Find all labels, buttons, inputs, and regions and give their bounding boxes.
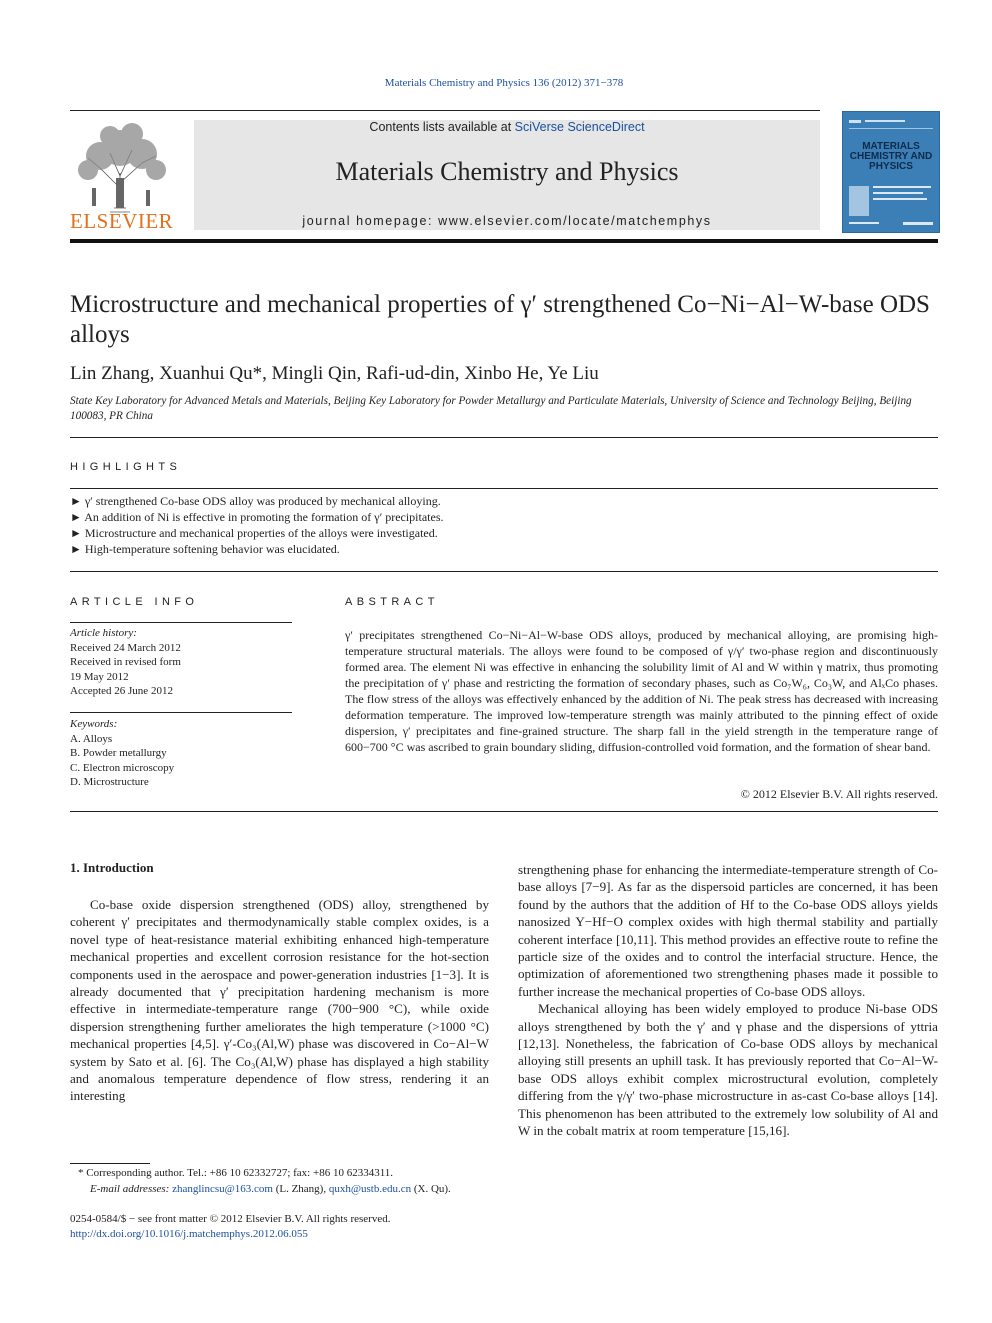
highlight-item: ► An addition of Ni is effective in promoting the formation of γ′ precipitates. bbox=[70, 510, 444, 524]
corresponding-author: * Corresponding author. Tel.: +86 10 62332727; fax: +86 10 62334311. bbox=[78, 1167, 394, 1179]
history-line: Accepted 26 June 2012 bbox=[70, 685, 173, 697]
article-info-heading: ARTICLE INFO bbox=[70, 596, 199, 608]
contents-line bbox=[194, 120, 820, 134]
highlights-list bbox=[70, 493, 444, 557]
contents-prefix: Contents lists available at bbox=[369, 120, 515, 134]
email-owner: (L. Zhang), bbox=[275, 1182, 327, 1195]
email-line bbox=[78, 1182, 498, 1198]
body-right-column bbox=[518, 861, 938, 1140]
highlights-bottom-rule bbox=[70, 571, 938, 572]
email-owner: (X. Qu). bbox=[413, 1182, 451, 1195]
history-line: Received in revised form bbox=[70, 656, 181, 668]
history-line: 19 May 2012 bbox=[70, 670, 129, 683]
highlight-item: ► Microstructure and mechanical properties of the alloys were investigated. bbox=[70, 526, 438, 540]
journal-citation[interactable]: Materials Chemistry and Physics 136 (2012) 371−378 bbox=[384, 77, 624, 89]
elsevier-wordmark: ELSEVIER bbox=[70, 209, 174, 233]
journal-banner bbox=[194, 120, 820, 230]
section-heading-introduction: 1. Introduction bbox=[70, 860, 154, 875]
history-line: Received 24 March 2012 bbox=[70, 641, 181, 654]
corresponding-author-footnote bbox=[78, 1166, 498, 1197]
paper-title: Microstructure and mechanical properties of γ′ strengthened Co−Ni−Al−W-base ODS alloys bbox=[70, 291, 930, 348]
cover-art bbox=[843, 112, 939, 232]
affiliation-rule bbox=[70, 437, 938, 438]
email-link-zhang[interactable]: zhanglincsu@163.com bbox=[172, 1182, 273, 1195]
abstract-bottom-rule bbox=[70, 811, 938, 812]
copyright-notice: © 2012 Elsevier B.V. All rights reserved. bbox=[740, 787, 938, 801]
email-link-qu[interactable]: quxh@ustb.edu.cn bbox=[328, 1182, 412, 1195]
footnote-rule bbox=[70, 1163, 150, 1164]
author-list: Lin Zhang, Xuanhui Qu*, Mingli Qin, Rafi-ud-din, Xinbo He, Ye Liu bbox=[70, 363, 599, 384]
keywords-label: Keywords: bbox=[70, 718, 118, 730]
highlight-item: ► High-temperature softening behavior was elucidated. bbox=[70, 542, 340, 556]
keywords bbox=[70, 717, 174, 790]
highlights-heading: HIGHLIGHTS bbox=[70, 461, 182, 473]
affiliation: State Key Laboratory for Advanced Metals and Materials, Beijing Key Laboratory for Powder Metallurgy and Particulate Materials, University of Science and Technology Beijing, Beijing 100083, PR China bbox=[70, 395, 912, 422]
keywords-rule bbox=[70, 712, 292, 713]
article-info-rule bbox=[70, 622, 292, 623]
highlights-top-rule bbox=[70, 488, 938, 489]
journal-homepage[interactable]: journal homepage: www.elsevier.com/locate/matchemphys bbox=[302, 214, 712, 228]
highlight-item: ► γ′ strengthened Co-base ODS alloy was produced by mechanical alloying. bbox=[70, 494, 441, 508]
header-top-rule bbox=[70, 110, 820, 111]
intro-paragraph: Mechanical alloying has been widely employed to produce Ni-base ODS alloys strengthened by both the γ′ and γ phase and the dispersions of yttria [12,13]. Nonetheless, the fabrication of Co-base ODS alloys by mechanical alloying still presents an uphill task. It has previously reported that Co−Al−W-base ODS alloys exhibit complex microstructural evolution, completely differing from the γ/γ′ two-phase microstructure in as-cast Co-base alloys [14]. This phenomenon has been attributed to the extremely low solubility of Al and W in the cobalt matrix at room temperature [15,16]. bbox=[518, 1001, 938, 1139]
keyword: B. Powder metallurgy bbox=[70, 747, 167, 759]
doi-link[interactable]: http://dx.doi.org/10.1016/j.matchemphys.2012.06.055 bbox=[70, 1228, 308, 1240]
history-label: Article history: bbox=[70, 627, 137, 639]
keyword: C. Electron microscopy bbox=[70, 761, 175, 774]
issn-block bbox=[70, 1212, 390, 1242]
journal-name: Materials Chemistry and Physics bbox=[335, 157, 679, 186]
issn-line: 0254-0584/$ − see front matter © 2012 Elsevier B.V. All rights reserved. bbox=[70, 1213, 391, 1225]
abstract-text: γ′ precipitates strengthened Co−Ni−Al−W-base ODS alloys, produced by mechanical alloying, are promising high-temperature structural materials. The alloys were found to be composed of γ/γ′ two-phase region and discontinuously formed area. The element Ni was effective in enhancing the solubility limit of Al and W within γ matrix, thus promoting the precipitation of γ′ phase and restricting the formation of secondary phases, such as Co₇W₆, Co₃W, and AlₓCo phases. The flow stress of the alloys was effectively enhanced by the addition of Ni. The peak stress has decreased with increasing deformation temperature. The improved low-temperature strength was mainly attributed to the pinning effect of oxide dispersion, γ′ precipitates and fine-grained structure. The sharp fall in the yield strength in the temperature range of 600−700 °C was ascribed to grain boundary sliding, diffusion-controlled void formation, and the formation of shear band. bbox=[345, 628, 938, 754]
keyword: D. Microstructure bbox=[70, 776, 149, 788]
journal-cover-thumbnail[interactable] bbox=[842, 111, 940, 233]
keyword: A. Alloys bbox=[70, 732, 113, 745]
sciencedirect-link[interactable]: SciVerse ScienceDirect bbox=[514, 120, 645, 134]
header-bottom-rule bbox=[70, 239, 938, 243]
email-label: E-mail addresses: bbox=[90, 1182, 170, 1195]
intro-paragraph-continued: strengthening phase for enhancing the intermediate-temperature strength of Co-base alloys [7−9]. As far as the dispersoid particles are concerned, it has been found by the authors that the addition of Hf to the Co-base ODS alloys yields nanosized Y−Hf−O complex oxides with high thermal stability and partially coherent interface [10,11]. This method provides an effective route to refine the particle size of the oxides and to control the interfacial structure. Hence, the optimization of aforementioned two strengthening phases made it possible to further increase the mechanical properties of Co-base ODS alloys. bbox=[518, 862, 938, 999]
article-history bbox=[70, 626, 181, 699]
body-left-column bbox=[70, 896, 489, 1105]
cover-title: MATERIALS CHEMISTRY AND PHYSICS bbox=[849, 141, 933, 172]
intro-paragraph: Co-base oxide dispersion strengthened (ODS) alloy, strengthened by coherent γ′ precipitates and thermodynamically stable complex oxides, is a novel type of heat-resistance material exhibiting enhanced high-temperature mechanical properties and excellent corrosion resistance for the hot-section components used in the aerospace and power-generation industries [1−3]. It is already documented that γ′ precipitation hardening mechanism is more effective in intermediate-temperature range (700−900 °C), while oxide dispersion strengthening further ameliorates the high temperature (>1000 °C) mechanical properties [4,5]. γ′-Co₃(Al,W) phase was discovered in Co−Al−W system by Sato et al. [6]. The Co₃(Al,W) phase has displayed a high stability and anomalous temperature dependence of flow stress, rendering it an interesting bbox=[70, 897, 489, 1104]
abstract-heading: ABSTRACT bbox=[345, 596, 439, 608]
